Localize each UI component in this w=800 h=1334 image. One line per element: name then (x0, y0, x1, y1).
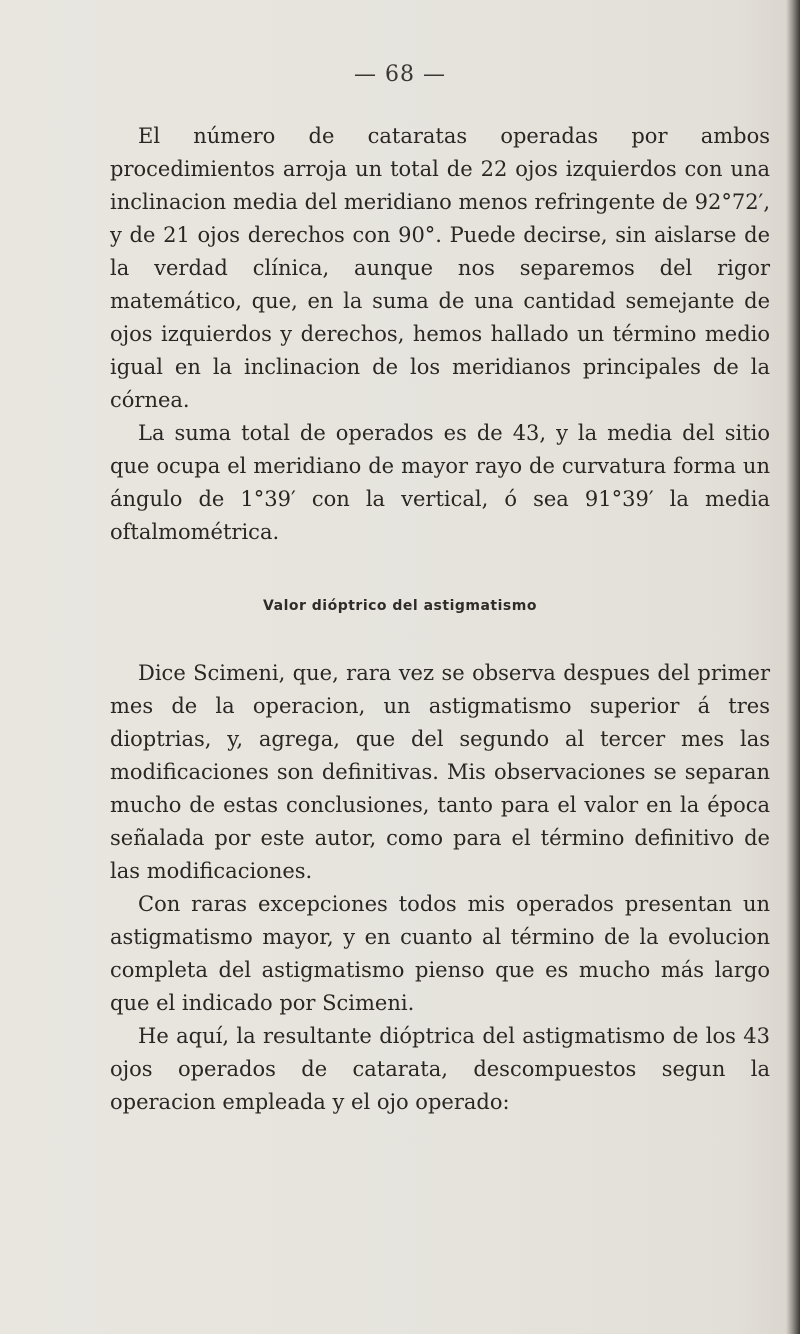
paragraph: La suma total de operados es de 43, y la media del sitio que ocupa el meridiano de mayor rayo de curvatura forma un ángulo de 1°39′ con la vertical, ó sea 91°39′ la media oftalmométrica. (110, 421, 770, 544)
page-number: — 68 — (354, 62, 446, 87)
paragraph: He aquí, la resultante dióptrica del astigmatismo de los 43 ojos operados de catarata, descompuestos segun la operacion empleada y el ojo operado: (110, 1024, 770, 1114)
page-edge-shadow (786, 0, 800, 1334)
paragraph: Con raras excepciones todos mis operados presentan un astigmatismo mayor, y en cuanto al término de la evolucion completa del astigmatismo pienso que es mucho más largo que el indicado por Scimeni. (110, 892, 770, 1015)
text-block-upper (110, 120, 770, 549)
text-block-lower (110, 657, 770, 1119)
section-heading: Valor dióptrico del astigmatismo (263, 598, 537, 614)
paragraph: Dice Scimeni, que, rara vez se observa despues del primer mes de la operacion, un astigmatismo superior á tres dioptrias, y, agrega, que del segundo al tercer mes las modificaciones son definitivas. Mis observaciones se separan mucho de estas conclusiones, tanto para el valor en la época señalada por este autor, como para el término definitivo de las modificaciones. (110, 661, 770, 883)
paragraph: El número de cataratas operadas por ambos procedimientos arroja un total de 22 ojos izquierdos con una inclinacion media del meridiano menos refringente de 92°72′, y de 21 ojos derechos con 90°. Puede decirse, sin aislarse de la verdad clínica, aunque nos separemos del rigor matemático, que, en la suma de una cantidad semejante de ojos izquierdos y derechos, hemos hallado un término medio igual en la inclinacion de los meridianos principales de la córnea. (110, 124, 770, 412)
